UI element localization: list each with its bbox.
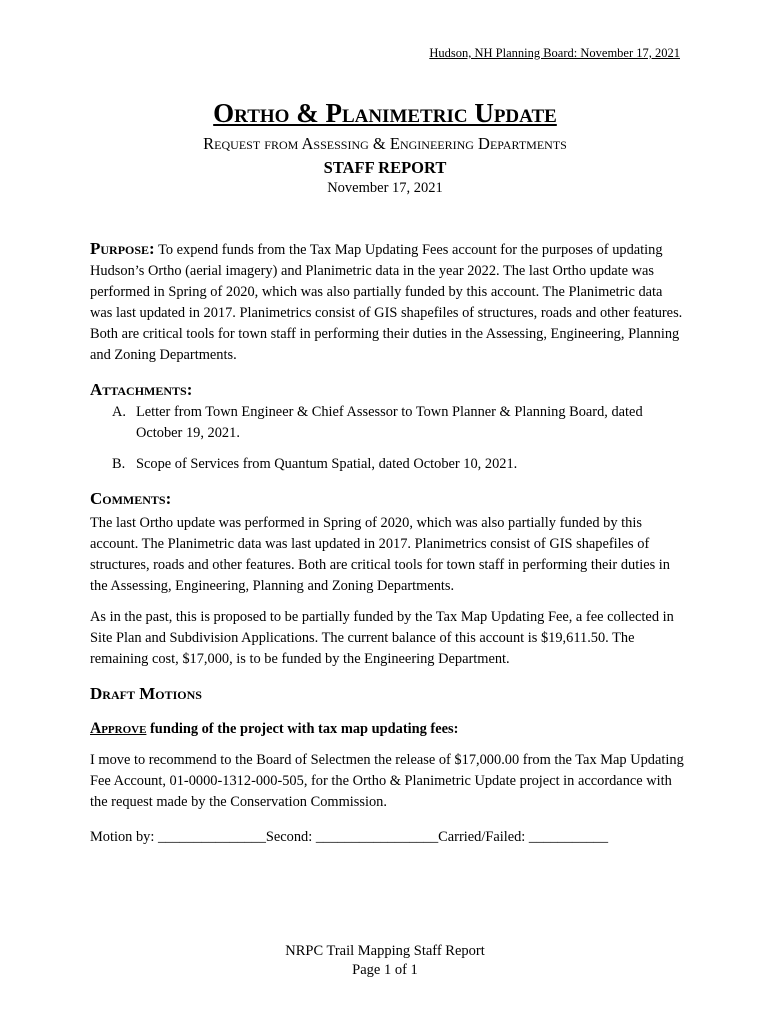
- page-footer: [0, 942, 770, 980]
- document-subtitle: Request from Assessing & Engineering Departments: [203, 134, 567, 153]
- list-marker: A.: [112, 404, 126, 420]
- report-date: November 17, 2021: [327, 180, 443, 196]
- comments-paragraph: As in the past, this is proposed to be partially funded by the Tax Map Updating Fee, a fee collected in Site Plan and Subdivision Applications. The current balance of this account is $19,611.50. The remaining cost, $17,000, is to be funded by the Engineering Department.: [90, 609, 674, 667]
- list-marker: B.: [112, 456, 126, 472]
- draft-motions-heading: Draft Motions: [90, 684, 202, 703]
- document-title: Ortho & Planimetric Update: [213, 98, 557, 128]
- signature-line: Motion by: _______________Second: _________________Carried/Failed: ___________: [90, 829, 609, 845]
- list-item: [112, 402, 685, 444]
- attachment-text: Letter from Town Engineer & Chief Assessor to Town Planner & Planning Board, dated October 19, 2021.: [136, 404, 643, 441]
- approve-motion-heading: [90, 718, 685, 740]
- list-item: [112, 454, 685, 475]
- purpose-heading: Purpose:: [90, 239, 155, 258]
- footer-title: NRPC Trail Mapping Staff Report: [285, 943, 485, 959]
- comments-heading: Comments:: [90, 489, 172, 508]
- motion-text: I move to recommend to the Board of Selectmen the release of $17,000.00 from the Tax Map Updating Fee Account, 01-0000-1312-000-505, for the Ortho & Planimetric Update project in accordance with the request made by the Conservation Commission.: [90, 752, 684, 810]
- page-number: Page 1 of 1: [352, 962, 418, 978]
- report-label: STAFF REPORT: [323, 158, 447, 177]
- approve-label: Approve: [90, 720, 147, 737]
- page-header: Hudson, NH Planning Board: November 17, 2021: [429, 46, 680, 60]
- approve-rest: funding of the project with tax map updating fees:: [146, 721, 459, 737]
- attachment-text: Scope of Services from Quantum Spatial, dated October 10, 2021.: [136, 456, 518, 472]
- purpose-section: [90, 238, 685, 366]
- attachments-heading: Attachments:: [90, 380, 193, 399]
- attachments-list: [90, 402, 685, 475]
- comments-paragraph: The last Ortho update was performed in Spring of 2020, which was also partially funded by this account. The Planimetric data was last updated in 2017. Planimetrics consist of GIS shapefiles of structures, roads and other features. Both are critical tools for town staff in performing their duties in the Assessing, Engineering, Planning and Zoning Departments.: [90, 515, 670, 594]
- report-body: [90, 238, 685, 848]
- purpose-text: To expend funds from the Tax Map Updating Fees account for the purposes of updating Hudson’s Ortho (aerial imagery) and Planimetric data in the year 2022. The last Ortho update was performed in Spring of 2020, which was also partially funded by this account. The Planimetric data was last updated in 2017. Planimetrics consist of GIS shapefiles of structures, roads and other features. Both are critical tools for town staff in performing their duties in the Assessing, Engineering, Planning and Zoning Departments.: [90, 242, 683, 363]
